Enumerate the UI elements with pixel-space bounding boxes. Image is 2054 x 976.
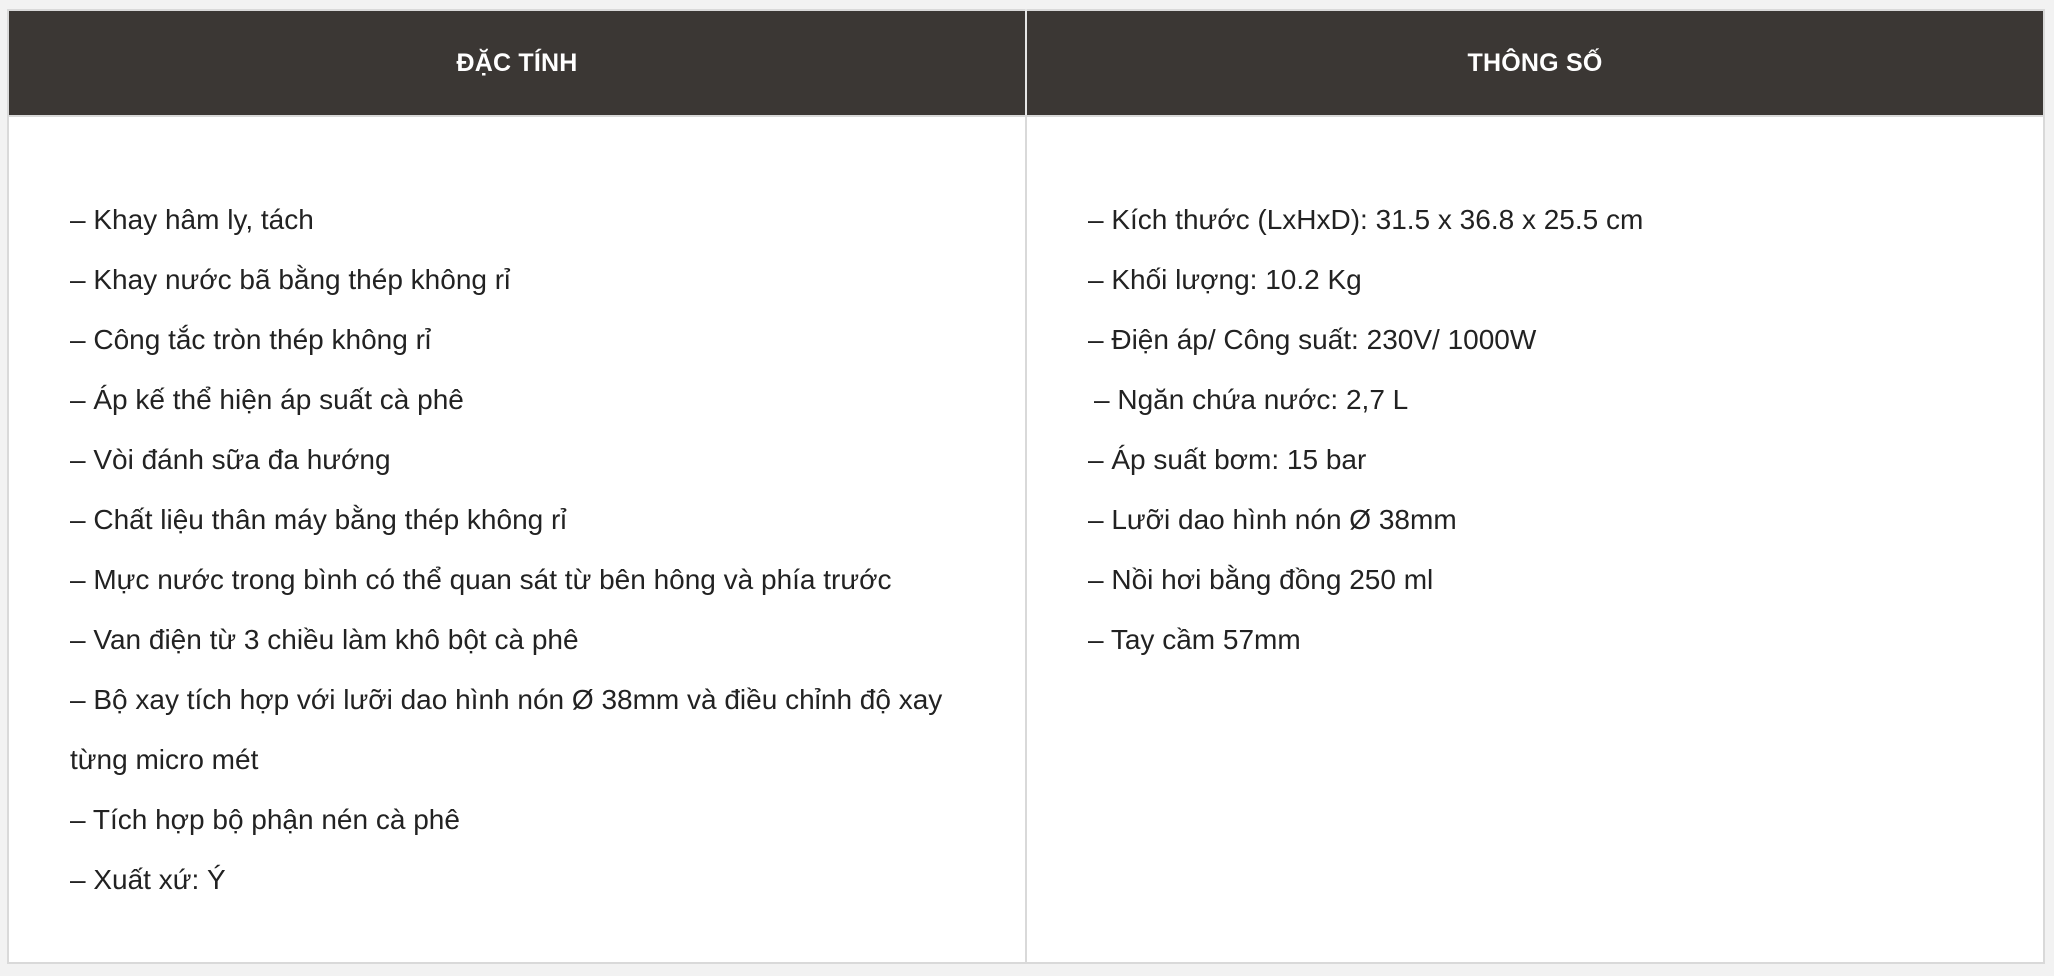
spec-table [7,9,2045,964]
spec-item: – Ngăn chứa nước: 2,7 L [1094,384,1409,415]
spec-item: – Khối lượng: 10.2 Kg [1088,264,1362,295]
features-header: ĐẶC TÍNH [8,10,1026,116]
features-cell [8,116,1026,963]
spec-item: – Nồi hơi bằng đồng 250 ml [1088,564,1434,595]
specs-header: THÔNG SỐ [1026,10,2044,116]
feature-item: – Xuất xứ: Ý [70,864,226,895]
spec-item: – Lưỡi dao hình nón Ø 38mm [1088,504,1457,535]
feature-item: – Khay hâm ly, tách [70,204,314,235]
feature-item: – Khay nước bã bằng thép không rỉ [70,264,511,295]
spec-item: – Áp suất bơm: 15 bar [1088,444,1367,475]
feature-item: – Áp kế thể hiện áp suất cà phê [70,384,464,415]
specs-cell [1026,116,2044,963]
feature-item: – Công tắc tròn thép không rỉ [70,324,432,355]
spec-item: – Điện áp/ Công suất: 230V/ 1000W [1088,324,1537,355]
features-list [9,117,1025,910]
feature-item: – Chất liệu thân máy bằng thép không rỉ [70,504,567,535]
table-body-row [8,116,2044,963]
table-header-row [8,10,2044,116]
spec-item: – Kích thước (LxHxD): 31.5 x 36.8 x 25.5 cm [1088,204,1644,235]
feature-item: – Mực nước trong bình có thể quan sát từ bên hông và phía trước [70,564,892,595]
feature-item: – Tích hợp bộ phận nén cà phê [70,804,460,835]
spec-item: – Tay cầm 57mm [1088,624,1301,655]
specs-list [1027,117,2043,670]
feature-item: – Van điện từ 3 chiều làm khô bột cà phê [70,624,579,655]
feature-item: – Vòi đánh sữa đa hướng [70,444,391,475]
feature-item: – Bộ xay tích hợp với lưỡi dao hình nón Ø 38mm và điều chỉnh độ xay từng micro mét [70,684,943,775]
